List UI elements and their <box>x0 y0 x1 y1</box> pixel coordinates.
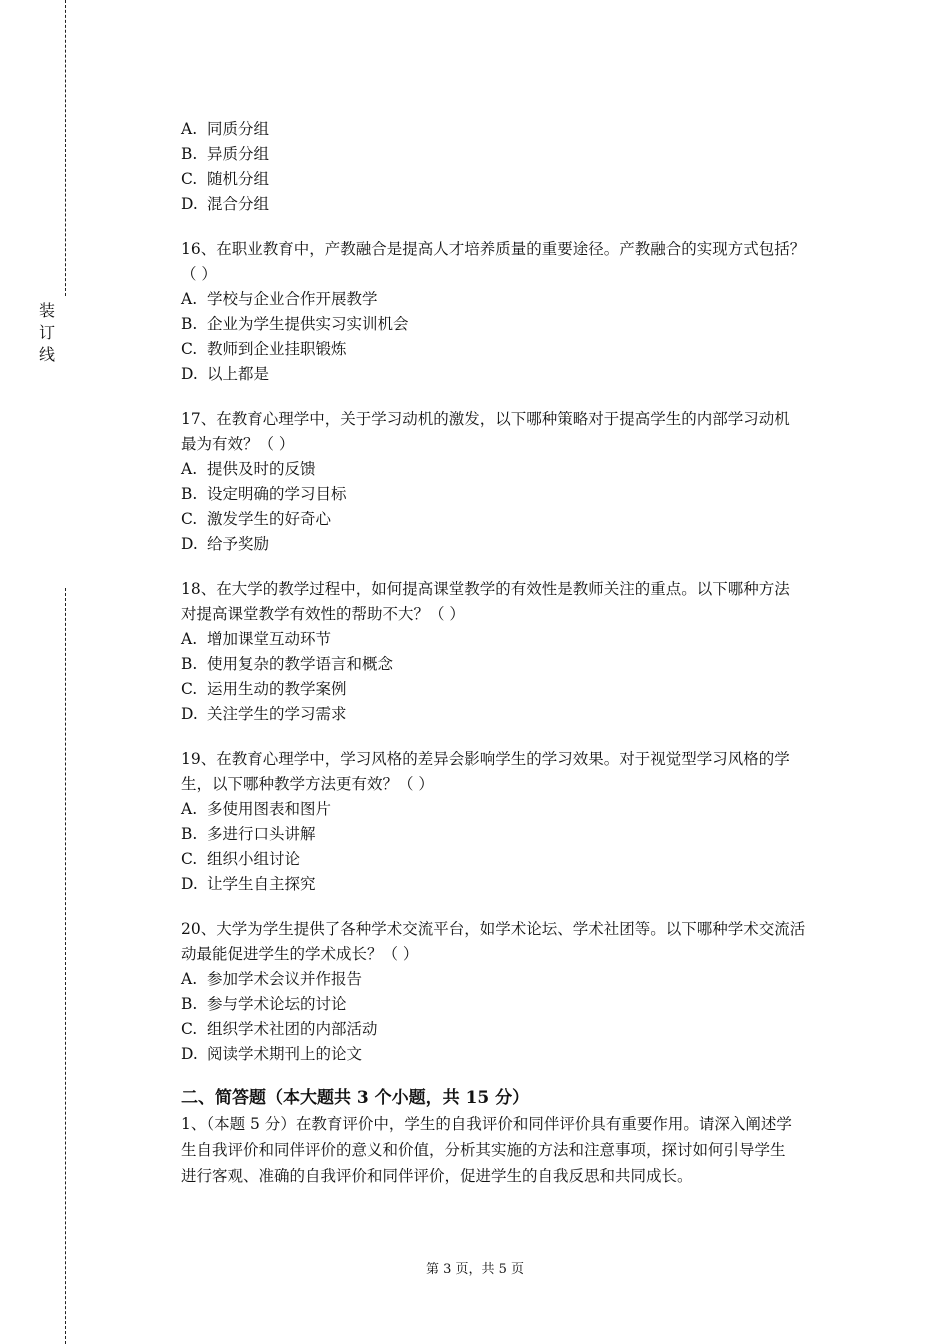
option-18a: A. 增加课堂互动环节 <box>181 630 332 648</box>
section-title: 二、简答题（本大题共 3 个小题，共 15 分） <box>181 1088 530 1108</box>
option-15b: B. 异质分组 <box>181 145 270 163</box>
question-19 <box>181 747 841 897</box>
question-16 <box>181 237 841 387</box>
option-17d: D. 给予奖励 <box>181 535 270 553</box>
option-20a: A. 参加学术会议并作报告 <box>181 970 363 988</box>
option-19c: C. 组织小组讨论 <box>181 850 301 868</box>
question-15-options <box>181 117 841 217</box>
option-15c: C. 随机分组 <box>181 170 270 188</box>
question-18 <box>181 577 841 727</box>
question-stem: 16、在职业教育中，产教融合是提高人才培养质量的重要途径。产教融合的实现方式包括？ <box>181 240 806 258</box>
exam-content <box>181 117 841 1189</box>
binding-dashed-line-top <box>65 0 66 296</box>
option-16b: B. 企业为学生提供实习实训机会 <box>181 315 409 333</box>
page-number: 第 3 页，共 5 页 <box>425 1262 525 1277</box>
option-20c: C. 组织学术社团的内部活动 <box>181 1020 378 1038</box>
option-15d: D. 混合分组 <box>181 195 270 213</box>
binding-char: 线 <box>38 345 55 364</box>
question-17 <box>181 407 841 557</box>
binding-dashed-line-bottom <box>65 588 66 1344</box>
option-16c: C. 教师到企业挂职锻炼 <box>181 340 347 358</box>
option-18b: B. 使用复杂的教学语言和概念 <box>181 655 394 673</box>
essay-line: 生自我评价和同伴评价的意义和价值，分析其实施的方法和注意事项，探讨如何引导学生 <box>181 1141 786 1159</box>
essay-line: 进行客观、准确的自我评价和同伴评价，促进学生的自我反思和共同成长。 <box>181 1167 693 1185</box>
option-18c: C. 运用生动的教学案例 <box>181 680 347 698</box>
option-19b: B. 多进行口头讲解 <box>181 825 316 843</box>
question-stem: 20、大学为学生提供了各种学术交流平台，如学术论坛、学术社团等。以下哪种学术交流活 <box>181 920 806 938</box>
option-17c: C. 激发学生的好奇心 <box>181 510 332 528</box>
question-stem: 18、在大学的教学过程中，如何提高课堂教学的有效性是教师关注的重点。以下哪种方法 <box>181 580 790 598</box>
option-17b: B. 设定明确的学习目标 <box>181 485 347 503</box>
binding-char: 装 <box>38 301 55 320</box>
option-19a: A. 多使用图表和图片 <box>181 800 332 818</box>
option-17a: A. 提供及时的反馈 <box>181 460 316 478</box>
option-16d: D. 以上都是 <box>181 365 270 383</box>
question-20 <box>181 917 841 1067</box>
binding-char: 订 <box>38 323 55 342</box>
option-19d: D. 让学生自主探究 <box>181 875 316 893</box>
question-stem: 对提高课堂教学有效性的帮助不大？（ ） <box>181 605 465 623</box>
option-18d: D. 关注学生的学习需求 <box>181 705 347 723</box>
question-stem: 动最能促进学生的学术成长？（ ） <box>181 945 419 963</box>
option-15a: A. 同质分组 <box>181 120 270 138</box>
option-20b: B. 参与学术论坛的讨论 <box>181 995 347 1013</box>
question-stem: （ ） <box>181 265 217 283</box>
option-16a: A. 学校与企业合作开展教学 <box>181 290 378 308</box>
question-stem: 17、在教育心理学中，关于学习动机的激发，以下哪种策略对于提高学生的内部学习动机 <box>181 410 790 428</box>
essay-line: 1、（本题 5 分）在教育评价中，学生的自我评价和同伴评价具有重要作用。请深入阐述学 <box>181 1115 792 1133</box>
question-stem: 19、在教育心理学中，学习风格的差异会影响学生的学习效果。对于视觉型学习风格的学 <box>181 750 790 768</box>
binding-label <box>38 300 56 366</box>
essay-question-1 <box>181 1111 841 1189</box>
option-20d: D. 阅读学术期刊上的论文 <box>181 1045 363 1063</box>
question-stem: 最为有效？（ ） <box>181 435 295 453</box>
question-stem: 生，以下哪种教学方法更有效？（ ） <box>181 775 434 793</box>
